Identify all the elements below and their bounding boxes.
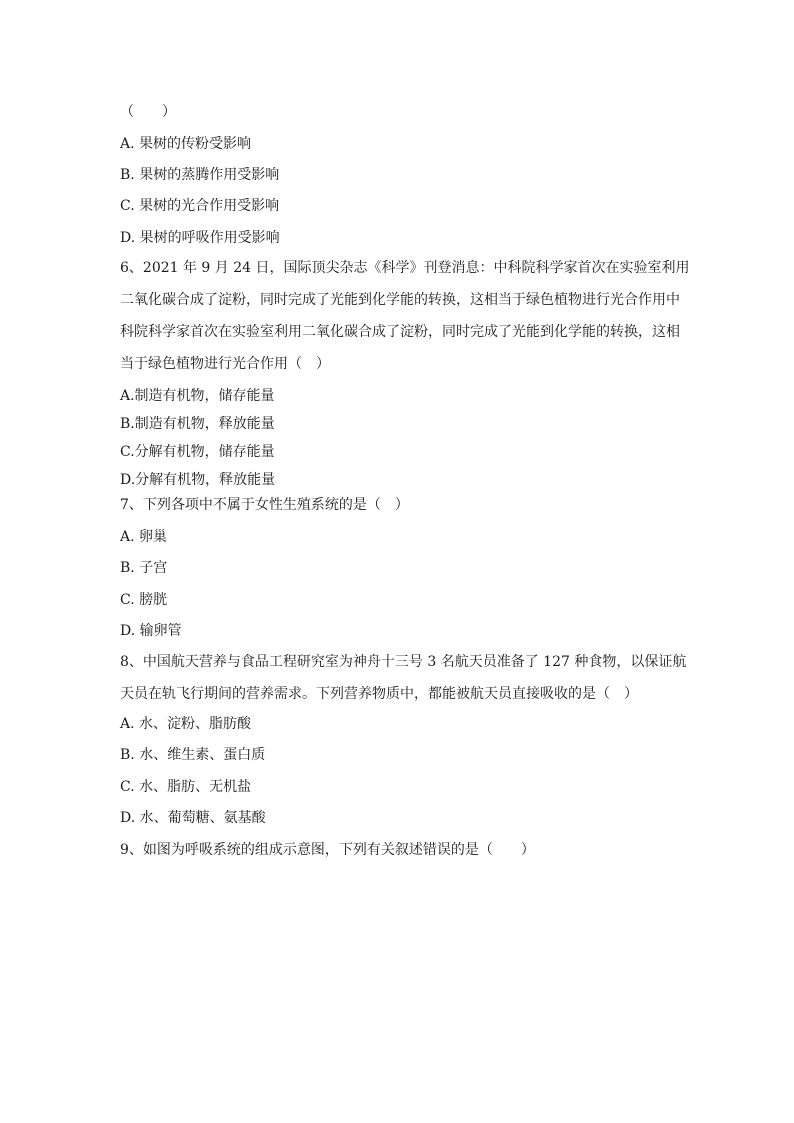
q7-option-d: D. 输卵管: [120, 623, 182, 639]
q6-option-b: B.制造有机物，释放能量: [120, 416, 275, 432]
q8-stem-line: 8、中国航天营养与食品工程研究室为神舟十三号 3 名航天员准备了 127 种食物，以保证航: [120, 654, 687, 670]
q8-option-c: C. 水、脂肪、无机盐: [120, 779, 252, 795]
q7-option-b: B. 子宫: [120, 560, 168, 576]
q5-answer-bracket: （ ）: [120, 104, 176, 120]
q6-option-d: D.分解有机物，释放能量: [120, 472, 276, 488]
q7-option-a: A. 卵巢: [120, 529, 168, 545]
q5-option-b: B. 果树的蒸腾作用受影响: [120, 167, 280, 183]
q8-option-b: B. 水、维生素、蛋白质: [120, 747, 266, 763]
q9-stem: 9、如图为呼吸系统的组成示意图，下列有关叙述错误的是（ ）: [120, 842, 535, 858]
q8-stem: [120, 646, 687, 710]
q6-stem-line: 二氧化碳合成了淀粉，同时完成了光能到化学能的转换，这相当于绿色植物进行光合作用中: [120, 292, 680, 308]
q8-option-d: D. 水、葡萄糖、氨基酸: [120, 810, 266, 826]
q6-option-a: A.制造有机物，储存能量: [120, 388, 275, 404]
q6-option-c: C.分解有机物，储存能量: [120, 444, 275, 460]
q7-option-c: C. 膀胱: [120, 592, 168, 608]
q6-stem-line: 科院科学家首次在实验室利用二氧化碳合成了淀粉，同时完成了光能到化学能的转换，这相: [120, 324, 680, 340]
q8-option-a: A. 水、淀粉、脂肪酸: [120, 716, 252, 732]
q5-option-c: C. 果树的光合作用受影响: [120, 198, 280, 214]
q6-stem: [120, 252, 690, 380]
q6-stem-line: 当于绿色植物进行光合作用（ ）: [120, 356, 330, 372]
q7-stem: 7、下列各项中不属于女性生殖系统的是（ ）: [120, 497, 409, 513]
q8-stem-line: 天员在轨飞行期间的营养需求。下列营养物质中，都能被航天员直接吸收的是（ ）: [120, 686, 638, 702]
q5-option-a: A. 果树的传粉受影响: [120, 136, 252, 152]
q6-stem-line: 6、2021 年 9 月 24 日，国际顶尖杂志《科学》刊登消息：中科院科学家首次在实验室利用: [120, 260, 690, 276]
q5-option-d: D. 果树的呼吸作用受影响: [120, 230, 280, 246]
